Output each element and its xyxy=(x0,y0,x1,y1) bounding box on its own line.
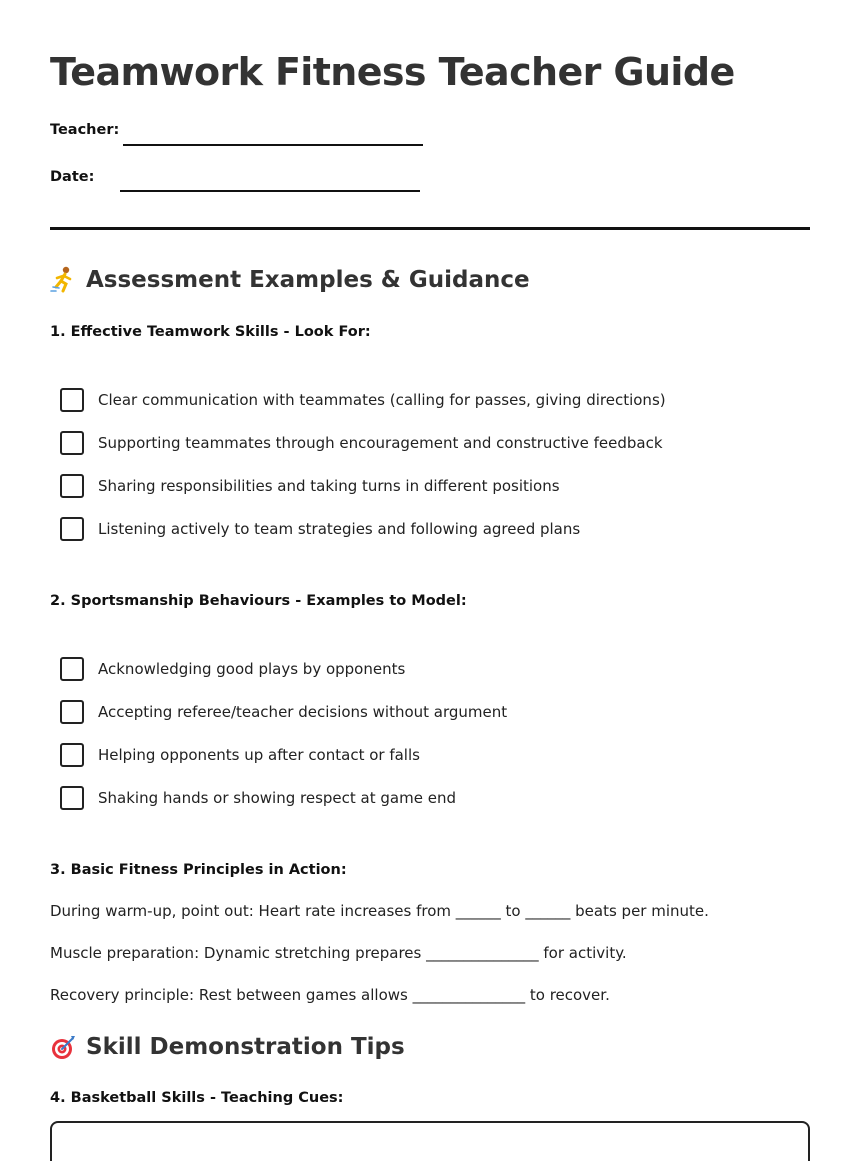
checklist-item[interactable] xyxy=(60,431,663,455)
checkbox[interactable] xyxy=(60,743,84,767)
runner-icon xyxy=(50,266,76,294)
fill-in-line: Recovery principle: Rest between games allows _______________ to recover. xyxy=(50,986,610,1004)
fill-in-line: Muscle preparation: Dynamic stretching prepares _______________ for activity. xyxy=(50,944,627,962)
section-divider xyxy=(50,227,810,230)
skills-heading xyxy=(50,1033,405,1061)
checklist-item[interactable] xyxy=(60,743,420,767)
checklist-item-label: Accepting referee/teacher decisions without argument xyxy=(98,703,508,721)
checklist-item[interactable] xyxy=(60,700,507,724)
assessment-heading-text: Assessment Examples & Guidance xyxy=(86,267,530,293)
checkbox[interactable] xyxy=(60,388,84,412)
checkbox[interactable] xyxy=(60,700,84,724)
teamwork-title: 1. Effective Teamwork Skills - Look For: xyxy=(50,324,371,340)
checkbox[interactable] xyxy=(60,474,84,498)
assessment-heading xyxy=(50,266,530,294)
fill-in-line: During warm-up, point out: Heart rate increases from ______ to ______ beats per minute. xyxy=(50,902,709,920)
target-icon xyxy=(50,1033,76,1061)
sportsmanship-title: 2. Sportsmanship Behaviours - Examples to Model: xyxy=(50,593,467,609)
checklist-item-label: Shaking hands or showing respect at game end xyxy=(98,789,456,807)
checklist-item[interactable] xyxy=(60,517,580,541)
checklist-item-label: Sharing responsibilities and taking turns in different positions xyxy=(98,477,560,495)
fitness-title: 3. Basic Fitness Principles in Action: xyxy=(50,862,347,878)
basketball-notes-box[interactable] xyxy=(50,1121,810,1161)
checklist-item-label: Acknowledging good plays by opponents xyxy=(98,660,406,678)
checklist-item-label: Clear communication with teammates (calling for passes, giving directions) xyxy=(98,391,666,409)
checklist-item-label: Helping opponents up after contact or falls xyxy=(98,746,420,764)
teacher-label: Teacher: xyxy=(50,122,120,138)
date-label: Date: xyxy=(50,169,95,185)
checkbox[interactable] xyxy=(60,431,84,455)
checklist-item[interactable] xyxy=(60,786,456,810)
checklist-item-label: Listening actively to team strategies and following agreed plans xyxy=(98,520,581,538)
checklist-item[interactable] xyxy=(60,388,666,412)
checklist-item[interactable] xyxy=(60,474,560,498)
checkbox[interactable] xyxy=(60,517,84,541)
checklist-item-label: Supporting teammates through encouragement and constructive feedback xyxy=(98,434,663,452)
checkbox[interactable] xyxy=(60,786,84,810)
teacher-input-line[interactable] xyxy=(123,144,423,146)
basketball-title: 4. Basketball Skills - Teaching Cues: xyxy=(50,1090,344,1106)
checklist-item[interactable] xyxy=(60,657,405,681)
date-input-line[interactable] xyxy=(120,190,420,192)
skills-heading-text: Skill Demonstration Tips xyxy=(86,1034,405,1060)
page-title: Teamwork Fitness Teacher Guide xyxy=(50,50,735,94)
worksheet-page xyxy=(50,0,810,1161)
checkbox[interactable] xyxy=(60,657,84,681)
